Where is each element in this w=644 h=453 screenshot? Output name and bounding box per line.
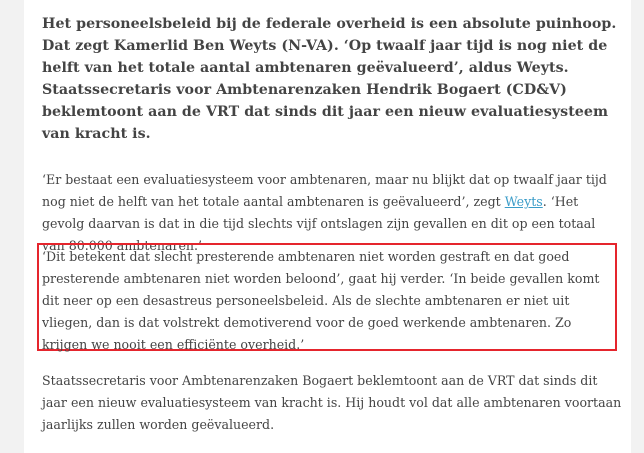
article-paragraph-quote2-highlighted: ‘Dit betekent dat slecht presterende ambtenaren niet worden gestraft en dat goed presterende ambtenaren niet worden beloond’, gaat hij verder. ‘In beide gevallen komt dit neer op een desastreus personeelsbeleid. Als de slechte ambtenaren er niet uit vliegen, dan is dat volstrekt demotiverend voor de goed werkende ambtenaren. Zo krijgen we nooit een efficiënte overheid.’	[42, 249, 600, 352]
weyts-link[interactable]: Weyts	[504, 194, 543, 209]
left-page-margin	[0, 0, 24, 453]
quote1-text-after: . ‘Het gevolg daarvan is dat in die tijd slechts vijf ontslagen zijn gevallen en dit op een totaal van 80.000 ambtenaren.’	[42, 194, 596, 253]
article-paragraph-closing: Staatssecretaris voor Ambtenarenzaken Bogaert beklemtoont aan de VRT dat sinds dit jaar een nieuw evaluatiesysteem van kracht is. Hij houdt vol dat alle ambtenaren voortaan jaarlijks zullen worden geëvalueerd.	[42, 373, 622, 432]
article-lead: Het personeelsbeleid bij de federale overheid is een absolute puinhoop. Dat zegt Kamerlid Ben Weyts (N-VA). ‘Op twaalf jaar tijd is nog niet de helft van het totale aantal ambtenaren geëvalueerd’, aldus Weyts. Staatssecretaris voor Ambtenarenzaken Hendrik Bogaert (CD&V) beklemtoont aan de VRT dat sinds dit jaar een nieuw evaluatiesysteem van kracht is.	[42, 16, 617, 142]
article-body	[42, 13, 622, 281]
quote1-text-before: ‘Er bestaat een evaluatiesysteem voor ambtenaren, maar nu blijkt dat op twaalf jaar tijd nog niet de helft van het totale aantal ambtenaren is geëvalueerd’, zegt	[42, 172, 607, 209]
right-scrollbar-track[interactable]	[631, 0, 644, 453]
